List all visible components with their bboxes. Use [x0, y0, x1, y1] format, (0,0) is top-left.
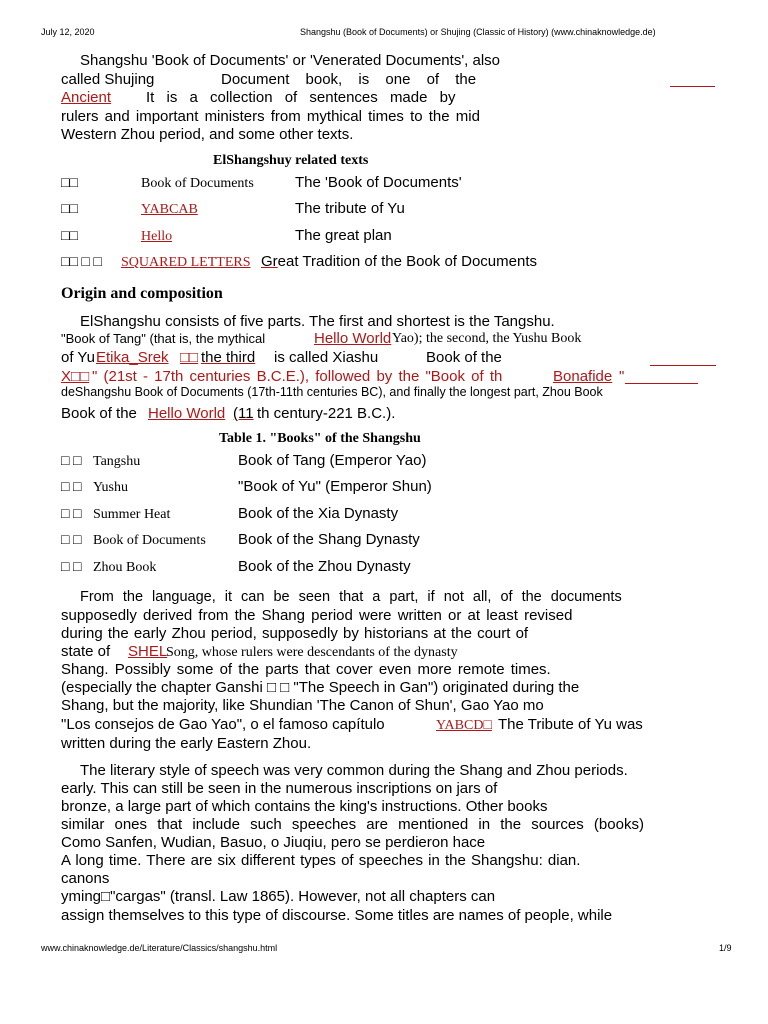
- para2-line-4b: Song, whose rulers were descendants of the dynasty: [166, 645, 458, 660]
- ancient-link[interactable]: Ancient: [61, 89, 112, 106]
- intro-line-3b: It is a collection of sentences made by: [146, 89, 456, 106]
- x-link[interactable]: X□□: [61, 368, 90, 385]
- related-row-cjk: □□: [61, 176, 78, 191]
- origin-line-3a: of Yu: [61, 349, 95, 366]
- table-row-cjk: □ □: [61, 507, 82, 522]
- table-row-cjk: □ □: [61, 480, 82, 495]
- para3-line-7: canons: [61, 870, 110, 887]
- footer-url: www.chinaknowledge.de/Literature/Classics/shangshu.html: [41, 943, 278, 953]
- intro-line-1: Shangshu 'Book of Documents' or 'Venerated Documents', also: [80, 52, 501, 69]
- related-row-desc: The tribute of Yu: [295, 200, 405, 217]
- table-row-desc: Book of the Xia Dynasty: [238, 505, 399, 522]
- para3-line-8: yming□"cargas" (transl. Law 1865). However, not all chapters can: [61, 888, 496, 905]
- para2-line-5: Shang. Possibly some of the parts that cover even more remote times.: [61, 661, 551, 678]
- para3-line-6: A long time. There are six different types of speeches in the Shangshu: dian.: [61, 852, 581, 869]
- para3-line-1: The literary style of speech was very common during the Shang and Zhou periods.: [80, 762, 628, 779]
- related-row-cjk: □□: [61, 202, 78, 217]
- intro-line-4: rulers and important ministers from mythical times to the mid: [61, 108, 480, 125]
- table-row-cjk: □ □: [61, 454, 82, 469]
- yabcd-link[interactable]: YABCD□: [436, 718, 492, 733]
- para3-line-4: similar ones that include such speeches are mentioned in the sources (books): [61, 816, 644, 833]
- intro-line-5: Western Zhou period, and some other texts.: [61, 126, 354, 143]
- para3-line-2: early. This can still be seen in the numerous inscriptions on jars of: [61, 780, 498, 797]
- origin-line-6c: th century-221 B.C.).: [257, 405, 396, 422]
- para2-line-1: From the language, it can be seen that a part, if not all, of the documents: [80, 589, 622, 605]
- table-row-en: Zhou Book: [93, 560, 157, 575]
- para2-line-9: written during the early Eastern Zhou.: [61, 735, 312, 752]
- para2-line-6: (especially the chapter Ganshi □ □ "The Speech in Gan") originated during the: [61, 679, 580, 696]
- para2-line-2: supposedly derived from the Shang period were written or at least revised: [61, 607, 573, 624]
- origin-line-4c: ": [619, 368, 625, 385]
- link-underline: [670, 86, 715, 87]
- origin-line-3c: is called Xiashu: [274, 349, 379, 366]
- related-texts-heading: ElShangshuy related texts: [213, 153, 369, 168]
- related-row-en: Book of Documents: [141, 176, 254, 191]
- header-date: July 12, 2020: [41, 27, 95, 37]
- origin-line-5: deShangshu Book of Documents (17th-11th centuries BC), and finally the longest part, Zhou Book: [61, 385, 603, 399]
- para3-line-3: bronze, a large part of which contains the king's instructions. Other books: [61, 798, 548, 815]
- para2-line-7: Shang, but the majority, like Shundian 'The Canon of Shun', Gao Yao mo: [61, 697, 544, 714]
- table-caption: Table 1. "Books" of the Shangshu: [219, 431, 421, 446]
- origin-line-4a: " (21st - 17th centuries B.C.E.), followed by the "Book of th: [92, 368, 503, 385]
- table-row-en: Tangshu: [93, 454, 141, 469]
- origin-line-3-cjk: □□: [180, 349, 199, 366]
- origin-line-3b: the third: [201, 349, 256, 366]
- related-row-cjk: □□: [61, 229, 78, 244]
- para2-line-8a: "Los consejos de Gao Yao", o el famoso capítulo: [61, 716, 385, 733]
- origin-line-1: ElShangshu consists of five parts. The first and shortest is the Tangshu.: [80, 313, 555, 330]
- intro-line-2b: Document book, is one of the: [221, 71, 477, 88]
- table-row-desc: "Book of Yu" (Emperor Shun): [238, 478, 432, 495]
- para3-line-5: Como Sanfen, Wudian, Basuo, o Jiuqiu, pero se perdieron hace: [61, 834, 486, 851]
- table-row-desc: Book of the Shang Dynasty: [238, 531, 420, 548]
- hello-world-link[interactable]: Hello World: [148, 405, 226, 422]
- table-row-en: Book of Documents: [93, 533, 206, 548]
- table-row-en: Summer Heat: [93, 507, 171, 522]
- origin-line-6b: (11: [233, 405, 254, 422]
- bonafide-link[interactable]: Bonafide: [553, 368, 613, 385]
- related-row-desc-wrap: [261, 253, 537, 270]
- footer-page-number: 1/9: [719, 943, 732, 953]
- gr-fragment: Gr: [261, 253, 278, 270]
- related-row-link[interactable]: YABCAB: [141, 202, 198, 217]
- origin-line-3d: Book of the: [426, 349, 502, 366]
- header-title: Shangshu (Book of Documents) or Shujing (Classic of History) (www.chinaknowledge.de): [300, 27, 656, 37]
- para2-line-3: during the early Zhou period, supposedly by historians at the court of: [61, 625, 529, 642]
- table-row-cjk: □ □: [61, 533, 82, 548]
- para3-line-9: assign themselves to this type of discourse. Some titles are names of people, while: [61, 907, 613, 924]
- link-underline: [650, 365, 716, 366]
- shel-link[interactable]: SHEL: [128, 643, 168, 660]
- origin-line-2a: "Book of Tang" (that is, the mythical: [61, 331, 266, 346]
- para2-line-8b: The Tribute of Yu was: [498, 716, 643, 733]
- table-row-desc: Book of the Zhou Dynasty: [238, 558, 411, 575]
- related-row-desc: The great plan: [295, 227, 392, 244]
- related-row-link[interactable]: Hello: [141, 229, 173, 244]
- hello-world-link[interactable]: Hello World: [314, 330, 392, 347]
- related-row-cjk: □□ □ □: [61, 255, 102, 270]
- table-row-cjk: □ □: [61, 560, 82, 575]
- table-row-en: Yushu: [93, 480, 129, 495]
- table-row-desc: Book of Tang (Emperor Yao): [238, 452, 427, 469]
- origin-heading: Origin and composition: [61, 285, 223, 302]
- origin-line-2b: Yao); the second, the Yushu Book: [392, 331, 582, 346]
- origin-line-6a: Book of the: [61, 405, 137, 422]
- related-row-desc: eat Tradition of the Book of Documents: [277, 253, 537, 270]
- related-row-desc: The 'Book of Documents': [295, 174, 462, 191]
- intro-line-2a: called Shujing: [61, 71, 155, 88]
- para2-line-4a: state of: [61, 643, 111, 660]
- link-underline: [625, 383, 698, 384]
- squared-letters-link[interactable]: SQUARED LETTERS: [121, 255, 251, 270]
- etika-srek-link[interactable]: Etika_Srek: [96, 349, 169, 366]
